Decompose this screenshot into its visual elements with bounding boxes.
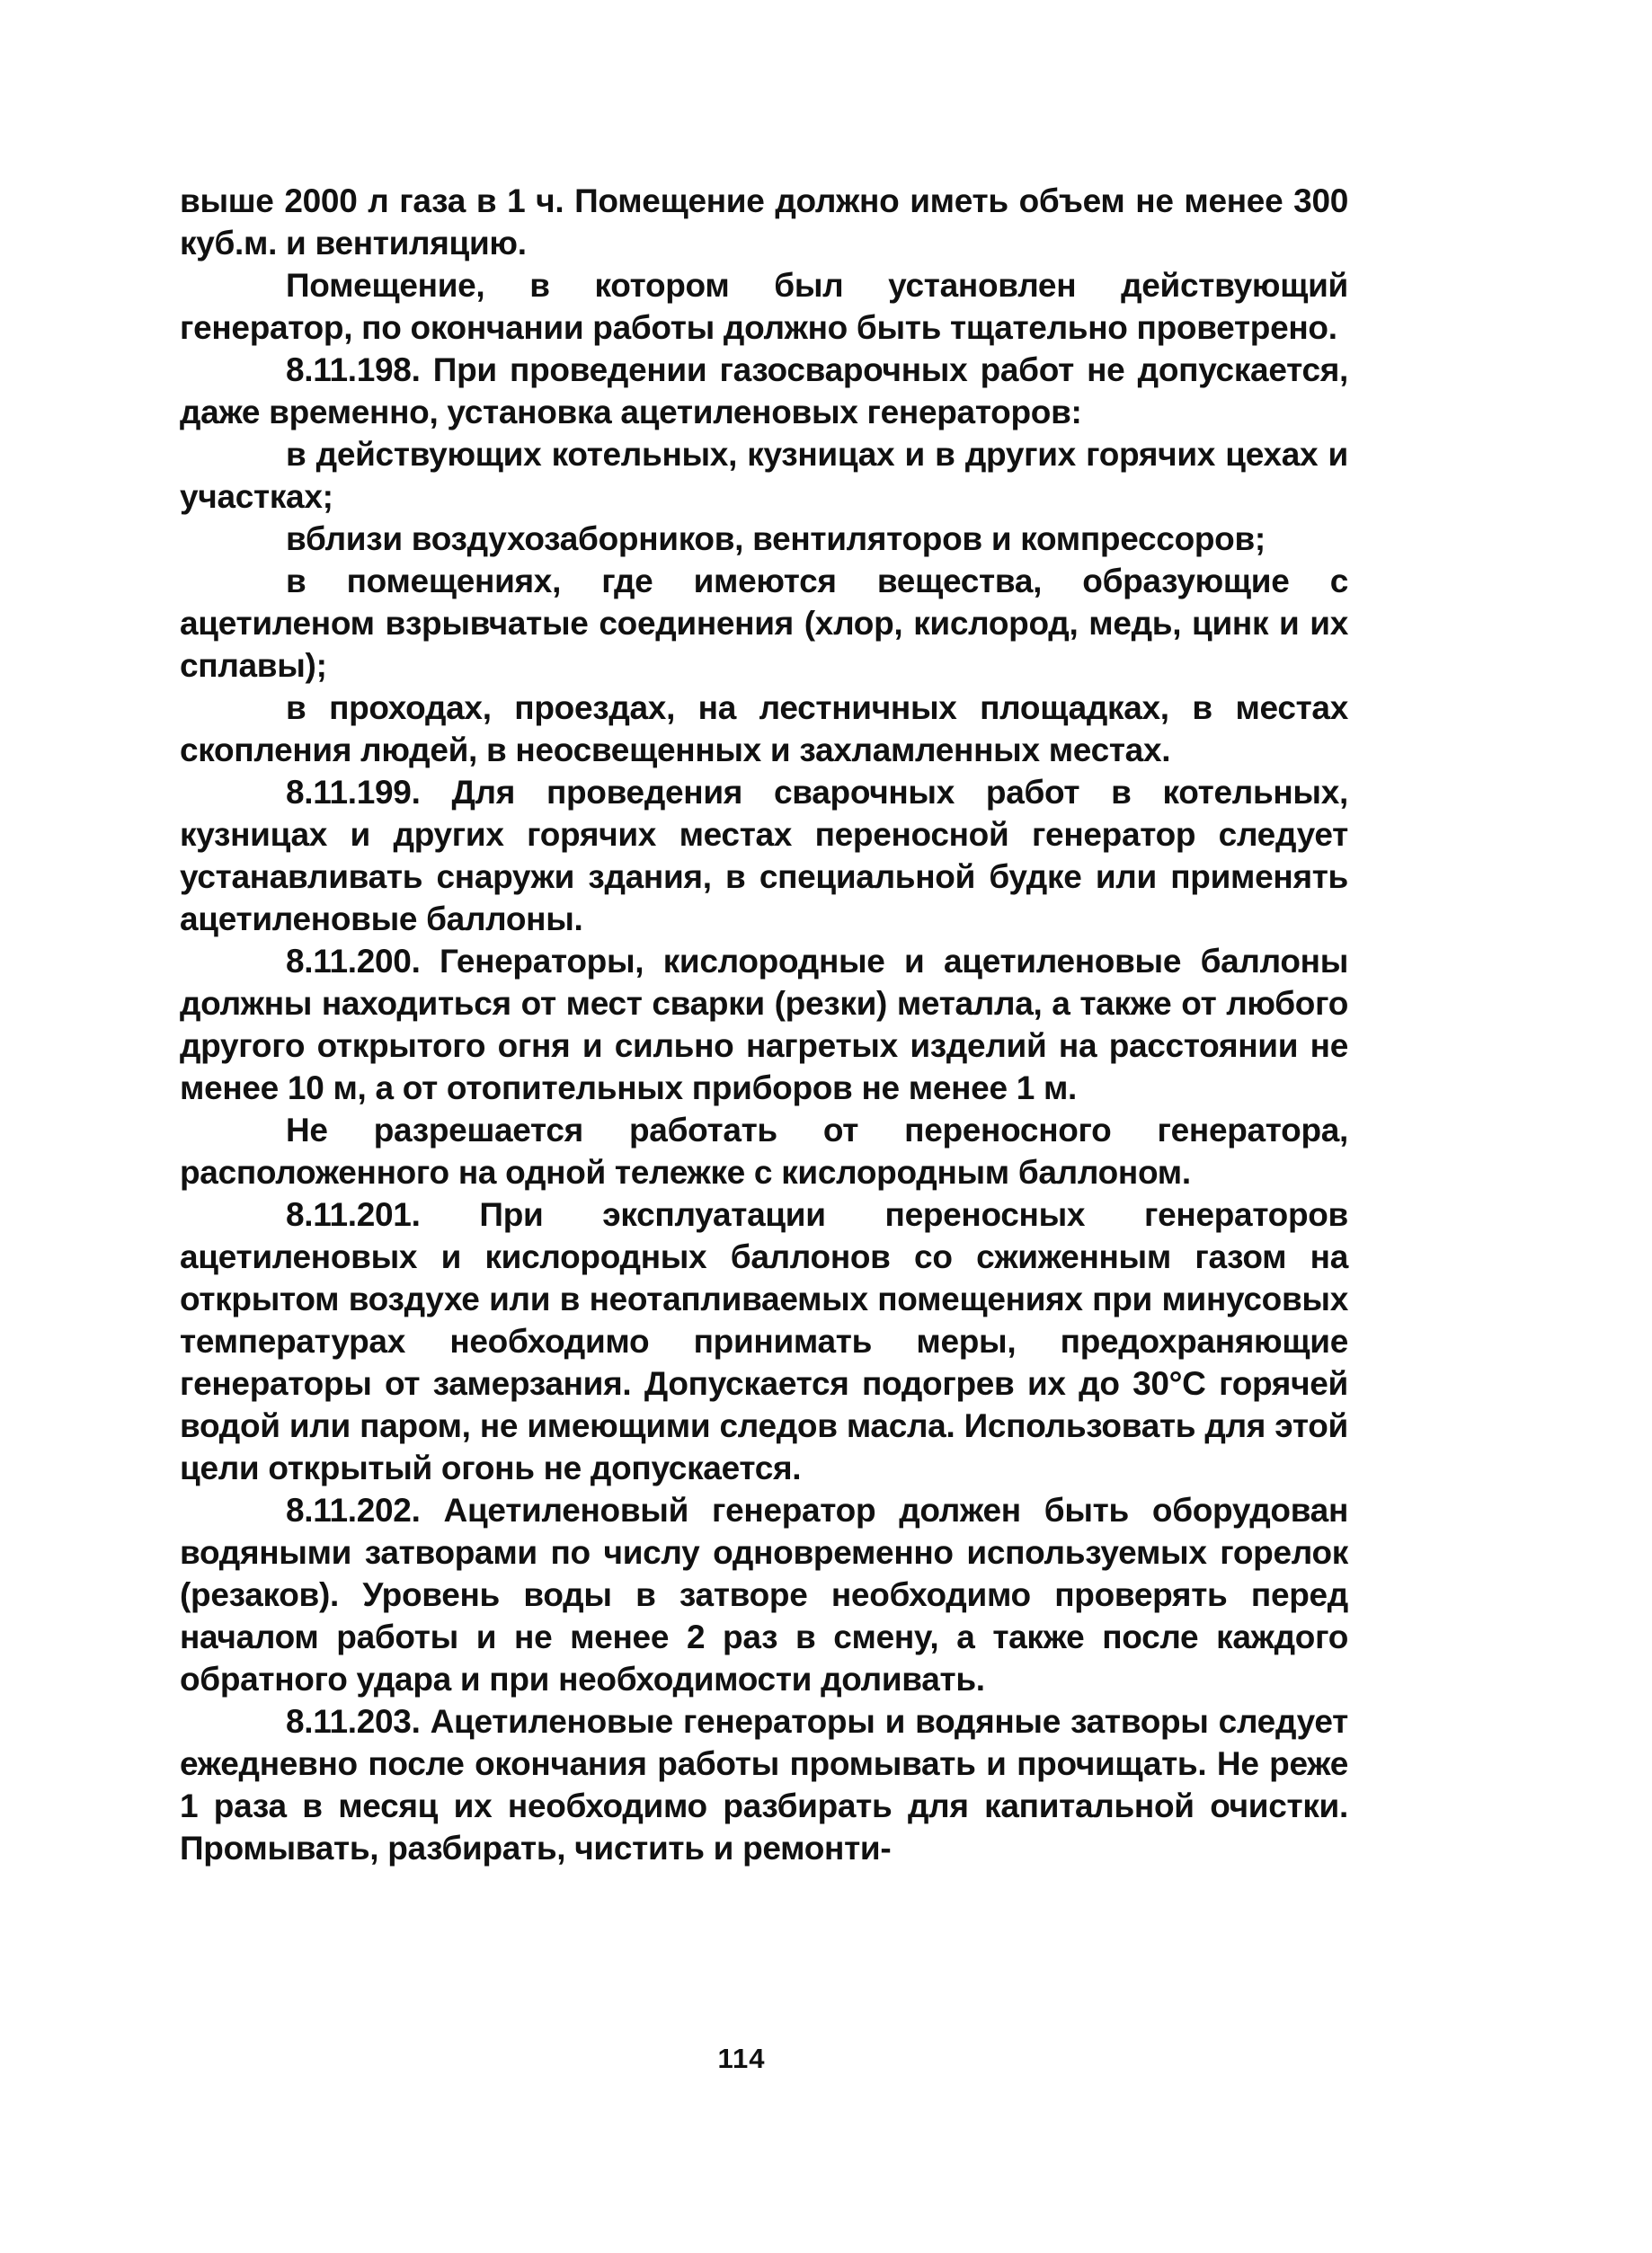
paragraph: 8.11.201. При эксплуатации переносных генераторов ацетиленовых и кислородных баллонов со сжиженным газом на открытом воздухе или в неотапливаемых помещениях при минусовых температурах необходимо принимать меры, предохраняющие генераторы от замерзания. Допускается подогрев их до 30°С горячей водой или паром, не имеющими следов масла. Использовать для этой цели открытый огонь не допускается. <box>180 1196 1348 1486</box>
paragraph: Помещение, в котором был установлен действующий генератор, по окончании работы должно быть тщательно проветрено. <box>180 267 1348 346</box>
paragraph: 8.11.199. Для проведения сварочных работ в котельных, кузницах и других горячих местах переносной генератор следует устанавливать снаружи здания, в специальной будке или применять ацетиленовые баллоны. <box>180 774 1348 937</box>
list-item: в помещениях, где имеются вещества, образующие с ацетиленом взрывчатые соединения (хлор, кислород, медь, цинк и их сплавы); <box>180 563 1348 684</box>
list-item: в проходах, проездах, на лестничных площадках, в местах скопления людей, в неосвещенных и захламленных местах. <box>180 689 1348 768</box>
paragraph: 8.11.203. Ацетиленовые генераторы и водяные затворы следует ежедневно после окончания работы промывать и прочищать. Не реже 1 раза в месяц их необходимо разбирать для капитальной очистки. Промывать, разбирать, чистить и ремонти- <box>180 1703 1348 1867</box>
page-body <box>180 180 1348 1869</box>
list-item: вблизи воздухозаборников, вентиляторов и компрессоров; <box>286 520 1266 557</box>
paragraph: выше 2000 л газа в 1 ч. Помещение должно иметь объем не менее 300 куб.м. и вентиляцию. <box>180 182 1348 262</box>
page-number: 114 <box>717 2043 766 2074</box>
paragraph: Не разрешается работать от переносного генератора, расположенного на одной тележке с кислородным баллоном. <box>180 1112 1348 1191</box>
paragraph: 8.11.200. Генераторы, кислородные и ацетиленовые баллоны должны находиться от мест сварки (резки) металла, а также от любого другого открытого огня и сильно нагретых изделий на расстоянии не менее 10 м, а от отопительных приборов не менее 1 м. <box>180 943 1348 1106</box>
paragraph: 8.11.198. При проведении газосварочных работ не допускается, даже временно, установка ацетиленовых генераторов: <box>180 351 1348 430</box>
paragraph: 8.11.202. Ацетиленовый генератор должен быть оборудован водяными затворами по числу одновременно используемых горелок (резаков). Уровень воды в затворе необходимо проверять перед началом работы и не менее 2 раз в смену, а также после каждого обратного удара и при необходимости доливать. <box>180 1492 1348 1698</box>
list-item: в действующих котельных, кузницах и в других горячих цехах и участках; <box>180 436 1348 515</box>
